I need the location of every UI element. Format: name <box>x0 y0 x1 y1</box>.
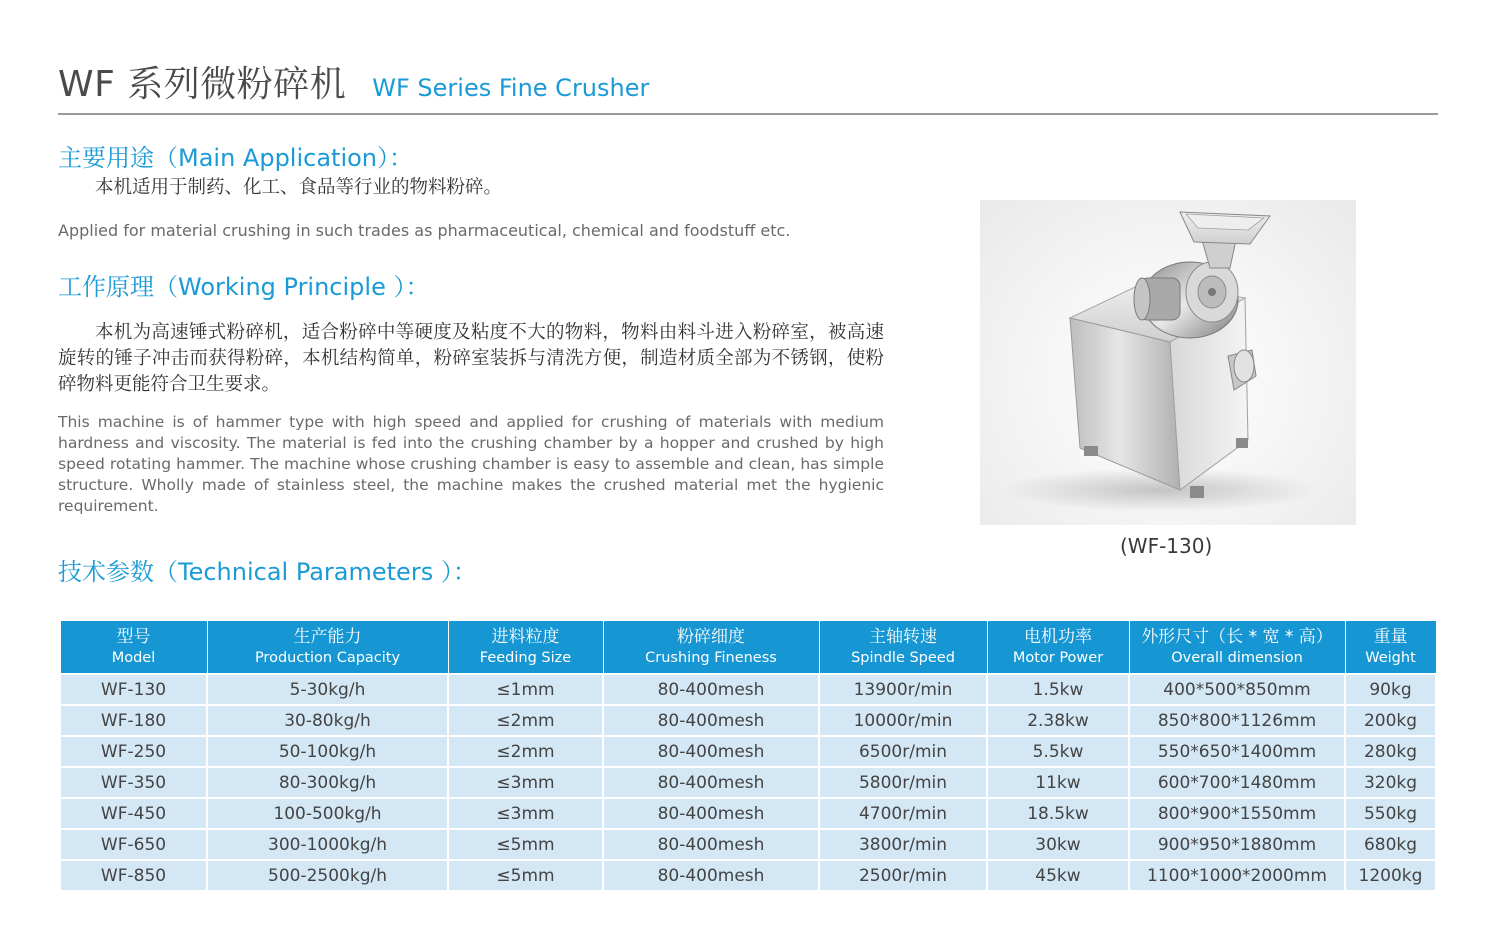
cell-model: WF-180 <box>60 705 207 736</box>
cell-weight: 320kg <box>1345 767 1436 798</box>
cell-fineness: 80-400mesh <box>603 767 819 798</box>
cell-dimension: 900*950*1880mm <box>1129 829 1345 860</box>
cell-weight: 680kg <box>1345 829 1436 860</box>
column-header-dimension <box>1129 621 1345 675</box>
cell-weight: 1200kg <box>1345 860 1436 891</box>
page-title <box>58 56 649 107</box>
cell-motor-power: 11kw <box>987 767 1129 798</box>
title-chinese: WF 系列微粉碎机 <box>58 64 347 105</box>
cell-dimension: 1100*1000*2000mm <box>1129 860 1345 891</box>
cell-weight: 90kg <box>1345 674 1436 705</box>
cell-dimension: 600*700*1480mm <box>1129 767 1345 798</box>
column-header-en: Production Capacity <box>254 650 401 666</box>
cell-fineness: 80-400mesh <box>603 705 819 736</box>
cell-fineness: 80-400mesh <box>603 736 819 767</box>
column-header-cn: 进料粒度 <box>491 627 560 647</box>
cell-feeding-size: ≤3mm <box>448 798 603 829</box>
parameters-heading: 技术参数（Technical Parameters ）： <box>58 558 477 586</box>
column-header-model <box>60 621 207 675</box>
cell-motor-power: 2.38kw <box>987 705 1129 736</box>
column-header-cn: 电机功率 <box>1024 627 1092 647</box>
cell-motor-power: 1.5kw <box>987 674 1129 705</box>
cell-capacity: 30-80kg/h <box>207 705 448 736</box>
cell-spindle-speed: 6500r/min <box>819 736 987 767</box>
cell-dimension: 850*800*1126mm <box>1129 705 1345 736</box>
cell-model: WF-450 <box>60 798 207 829</box>
column-header-feeding-size <box>448 621 603 675</box>
column-header-cn: 粉碎细度 <box>677 627 745 647</box>
column-header-cn: 型号 <box>116 627 151 647</box>
column-header-en: Overall dimension <box>1171 650 1303 666</box>
cell-spindle-speed: 3800r/min <box>819 829 987 860</box>
cell-capacity: 500-2500kg/h <box>207 860 448 891</box>
fine-crusher-machine-illustration <box>980 200 1356 525</box>
cell-motor-power: 30kw <box>987 829 1129 860</box>
cell-motor-power: 18.5kw <box>987 798 1129 829</box>
column-header-en: Spindle Speed <box>851 650 955 666</box>
title-english: WF Series Fine Crusher <box>372 74 650 102</box>
cell-dimension: 800*900*1550mm <box>1129 798 1345 829</box>
principle-text-en: This machine is of hammer type with high speed and applied for crushing of materials with medium hardness and viscosity. The material is fed into the crushing chamber by a hopper and crushed by high speed rotating hammer. The machine whose crushing chamber is easy to assemble and clean, has simple structure. Wholly made of stainless steel, the machine makes the crushed material met the hygienic requirement. <box>58 413 884 515</box>
cell-capacity: 100-500kg/h <box>207 798 448 829</box>
table-row <box>60 674 1436 705</box>
principle-text-cn: 本机为高速锤式粉碎机，适合粉碎中等硬度及粘度不大的物料，物料由料斗进入粉碎室，被高速旋转的锤子冲击而获得粉碎，本机结构简单，粉碎室装拆与清洗方便，制造材质全部为不锈钢，使粉碎物料更能符合卫生要求。 <box>58 322 884 395</box>
cell-spindle-speed: 2500r/min <box>819 860 987 891</box>
column-header-en: Motor Power <box>1012 650 1104 666</box>
column-header-fineness <box>603 621 819 675</box>
column-header-spindle-speed <box>819 621 987 675</box>
cell-capacity: 300-1000kg/h <box>207 829 448 860</box>
cell-spindle-speed: 5800r/min <box>819 767 987 798</box>
column-header-en: Model <box>111 650 156 666</box>
cell-dimension: 400*500*850mm <box>1129 674 1345 705</box>
column-header-cn: 重量 <box>1373 627 1408 647</box>
cell-capacity: 80-300kg/h <box>207 767 448 798</box>
column-header-weight <box>1345 621 1436 675</box>
cell-fineness: 80-400mesh <box>603 798 819 829</box>
cell-model: WF-650 <box>60 829 207 860</box>
principle-heading: 工作原理（Working Principle ）： <box>58 273 430 301</box>
column-header-capacity <box>207 621 448 675</box>
application-heading: 主要用途（Main Application）： <box>58 144 414 172</box>
cell-model: WF-250 <box>60 736 207 767</box>
column-header-en: Weight <box>1365 650 1416 666</box>
cell-model: WF-130 <box>60 674 207 705</box>
application-text-cn: 本机适用于制药、化工、食品等行业的物料粉碎。 <box>95 177 503 198</box>
table-row <box>60 767 1436 798</box>
column-header-en: Crushing Fineness <box>645 650 777 666</box>
column-header-cn: 外形尺寸（长 * 宽 * 高） <box>1141 627 1333 647</box>
table-row <box>60 829 1436 860</box>
cell-weight: 550kg <box>1345 798 1436 829</box>
column-header-motor-power <box>987 621 1129 675</box>
cell-weight: 200kg <box>1345 705 1436 736</box>
cell-motor-power: 45kw <box>987 860 1129 891</box>
cell-fineness: 80-400mesh <box>603 674 819 705</box>
column-header-cn: 主轴转速 <box>869 627 937 647</box>
title-divider <box>58 113 1438 115</box>
cell-motor-power: 5.5kw <box>987 736 1129 767</box>
table-row <box>60 860 1436 891</box>
cell-feeding-size: ≤1mm <box>448 674 603 705</box>
column-header-cn: 生产能力 <box>293 627 362 647</box>
table-row <box>60 705 1436 736</box>
cell-spindle-speed: 4700r/min <box>819 798 987 829</box>
cell-fineness: 80-400mesh <box>603 860 819 891</box>
table-row <box>60 798 1436 829</box>
cell-spindle-speed: 13900r/min <box>819 674 987 705</box>
cell-feeding-size: ≤2mm <box>448 705 603 736</box>
cell-spindle-speed: 10000r/min <box>819 705 987 736</box>
machine-image <box>980 200 1356 525</box>
cell-feeding-size: ≤5mm <box>448 860 603 891</box>
table-header-row <box>60 621 1436 675</box>
parameters-table <box>59 620 1437 892</box>
cell-capacity: 5-30kg/h <box>207 674 448 705</box>
cell-feeding-size: ≤2mm <box>448 736 603 767</box>
cell-capacity: 50-100kg/h <box>207 736 448 767</box>
cell-fineness: 80-400mesh <box>603 829 819 860</box>
cell-dimension: 550*650*1400mm <box>1129 736 1345 767</box>
column-header-en: Feeding Size <box>479 650 572 666</box>
application-text-en: Applied for material crushing in such trades as pharmaceutical, chemical and foodstuff etc. <box>58 221 791 240</box>
cell-model: WF-350 <box>60 767 207 798</box>
machine-caption: (WF-130) <box>1120 534 1213 558</box>
cell-weight: 280kg <box>1345 736 1436 767</box>
table-row <box>60 736 1436 767</box>
cell-feeding-size: ≤5mm <box>448 829 603 860</box>
cell-model: WF-850 <box>60 860 207 891</box>
cell-feeding-size: ≤3mm <box>448 767 603 798</box>
